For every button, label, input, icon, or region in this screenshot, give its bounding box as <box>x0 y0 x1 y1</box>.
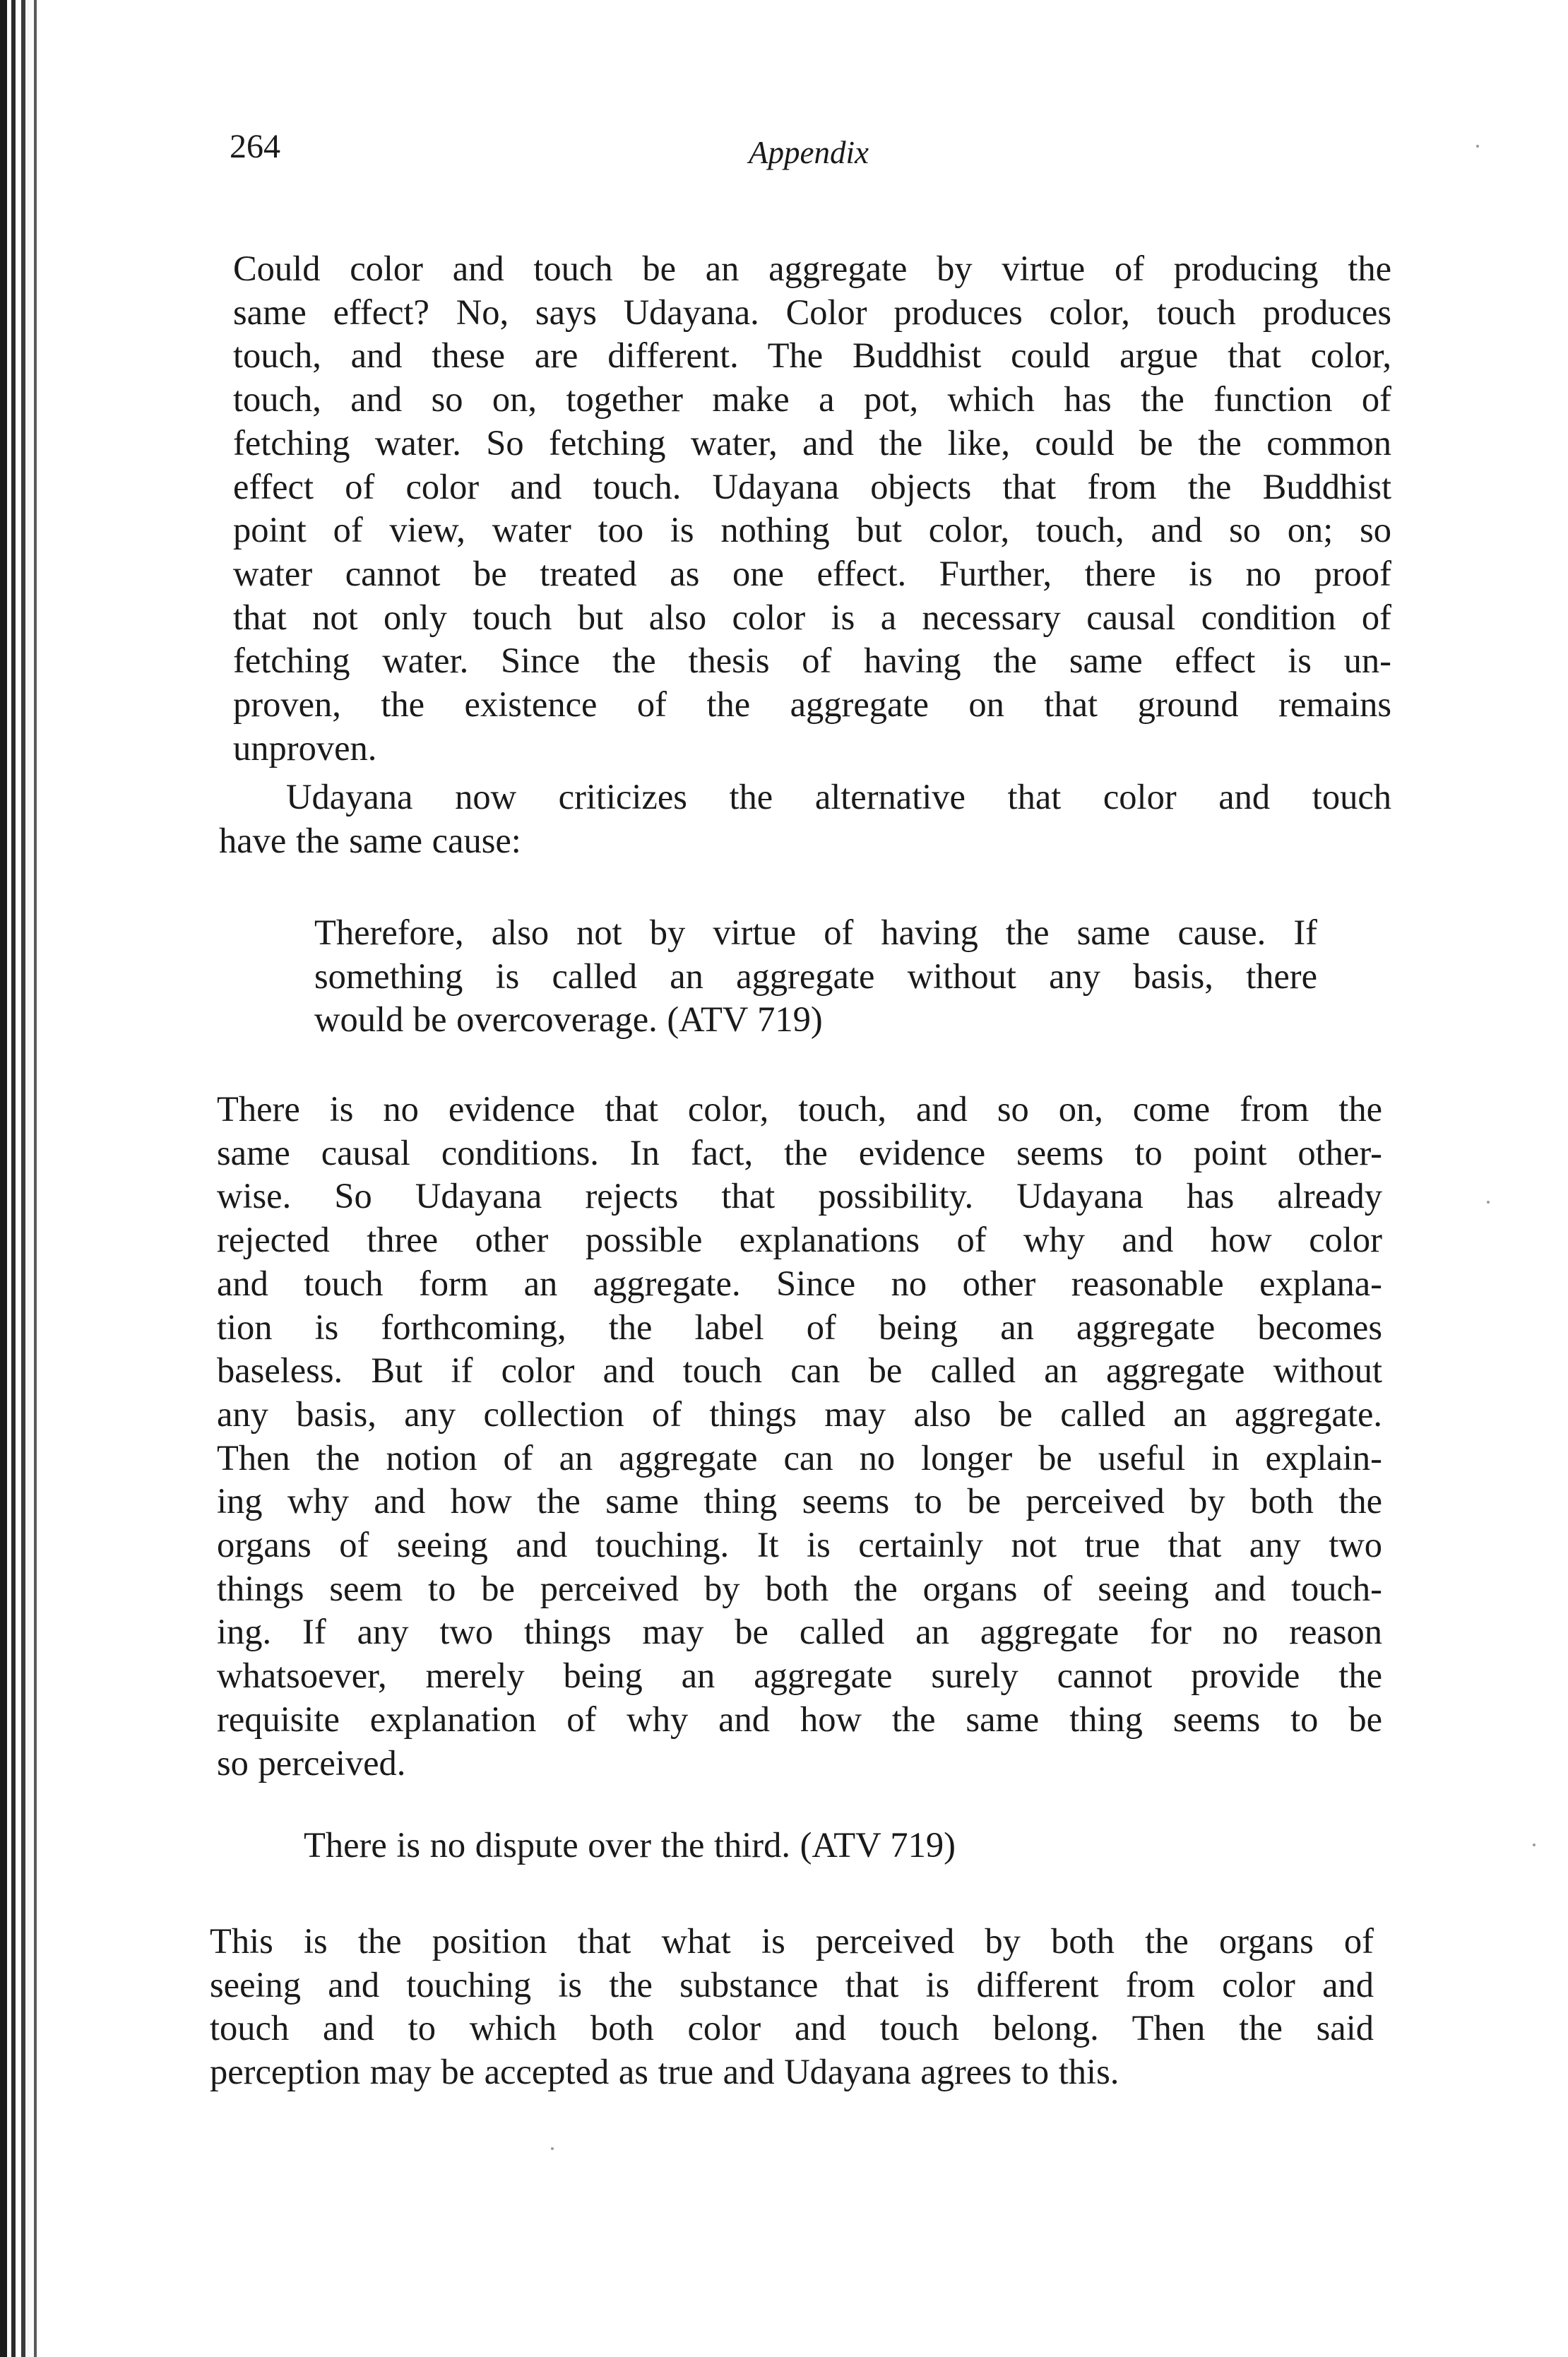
text-line: ing why and how the same thing seems to be perceived by both the <box>217 1481 1382 1521</box>
text-line: fetching water. Since the thesis of having the same effect is un- <box>233 641 1391 681</box>
paragraph-3 <box>217 1088 1382 1785</box>
text-line: so perceived. <box>217 1742 406 1783</box>
block-quote-1 <box>314 911 1317 1042</box>
text-line: rejected three other possible explanations of why and how color <box>217 1220 1382 1260</box>
text-line: tion is forthcoming, the label of being an aggregate becomes <box>217 1307 1382 1347</box>
scan-speck <box>1487 1201 1490 1204</box>
text-line: point of view, water too is nothing but color, touch, and so on; so <box>233 510 1391 550</box>
scan-speck <box>1533 1844 1536 1846</box>
text-line: same causal conditions. In fact, the evidence seems to point other- <box>217 1132 1382 1172</box>
text-line: ing. If any two things may be called an aggregate for no reason <box>217 1612 1382 1652</box>
text-line: Therefore, also not by virtue of having the same cause. If <box>314 913 1317 952</box>
text-line: have the same cause: <box>219 820 521 860</box>
text-line: touch, and so on, together make a pot, which has the function of <box>233 379 1391 420</box>
text-line: touch, and these are different. The Buddhist could argue that color, <box>233 336 1391 376</box>
text-line: unproven. <box>233 728 377 768</box>
text-line: Then the notion of an aggregate can no longer be useful in explain- <box>217 1437 1382 1478</box>
text-line: There is no dispute over the third. (ATV 719) <box>304 1825 956 1865</box>
text-line: There is no evidence that color, touch, and so on, come from the <box>217 1089 1382 1129</box>
text-line: that not only touch but also color is a necessary causal condition of <box>233 597 1391 637</box>
text-line: something is called an aggregate without any basis, there <box>314 956 1317 996</box>
text-line: same effect? No, says Udayana. Color produces color, touch produces <box>233 292 1391 332</box>
text-line: would be overcoverage. (ATV 719) <box>314 999 823 1040</box>
block-quote-2 <box>304 1824 1081 1868</box>
text-line: seeing and touching is the substance that is different from color and <box>210 1964 1374 2005</box>
paragraph-4 <box>210 1920 1374 2094</box>
scan-speck <box>1476 145 1479 148</box>
text-line: baseless. But if color and touch can be called an aggregate without <box>217 1350 1382 1391</box>
text-line: and touch form an aggregate. Since no other reasonable explana- <box>217 1263 1382 1303</box>
page-number: 264 <box>230 128 280 165</box>
paragraph-2 <box>219 776 1391 862</box>
text-line: whatsoever, merely being an aggregate surely cannot provide the <box>217 1656 1382 1696</box>
text-line: requisite explanation of why and how the same thing seems to be <box>217 1699 1382 1739</box>
text-line: effect of color and touch. Udayana objects that from the Buddhist <box>233 466 1391 506</box>
text-line: fetching water. So fetching water, and the like, could be the common <box>233 422 1391 463</box>
text-line: wise. So Udayana rejects that possibility. Udayana has already <box>217 1176 1382 1216</box>
text-line: touch and to which both color and touch belong. Then the said <box>210 2008 1374 2048</box>
text-line: proven, the existence of the aggregate on that ground remains <box>233 684 1391 725</box>
running-head: Appendix <box>749 135 869 170</box>
text-line: any basis, any collection of things may also be called an aggregate. <box>217 1394 1382 1434</box>
text-line: Could color and touch be an aggregate by virtue of producing the <box>233 249 1391 288</box>
text-line: This is the position that what is perceived by both the organs of <box>210 1921 1374 1961</box>
book-binding-edge <box>0 0 55 2357</box>
paragraph-1 <box>233 247 1391 770</box>
text-line: water cannot be treated as one effect. Further, there is no proof <box>233 553 1391 593</box>
text-line: organs of seeing and touching. It is certainly not true that any two <box>217 1525 1382 1565</box>
text-line: perception may be accepted as true and Udayana agrees to this. <box>210 2052 1119 2092</box>
text-line: Udayana now criticizes the alternative that color and touch <box>286 777 1391 817</box>
text-line: things seem to be perceived by both the organs of seeing and touch- <box>217 1568 1382 1608</box>
scan-speck <box>551 2147 554 2150</box>
